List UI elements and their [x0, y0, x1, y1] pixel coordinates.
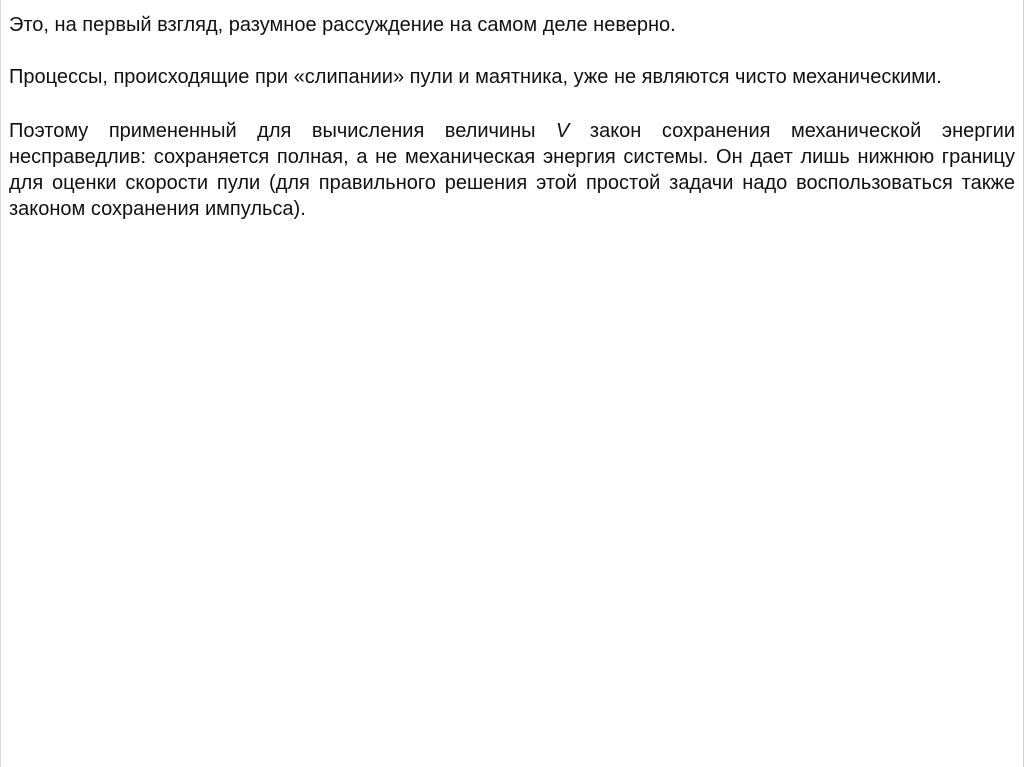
paragraph-processes: Процессы, происходящие при «слипании» пули и маятника, уже не являются чисто механическими. — [9, 66, 942, 88]
paragraph-statement: Это, на первый взгляд, разумное рассуждение на самом деле неверно. — [9, 14, 676, 36]
paragraph-explanation-end: закон сохранения механической энергии несправедлив: сохраняется полная, а не механическая энергия системы. Он дает лишь нижнюю границу для оценки скорости пули (для правильного решения этой простой задачи надо воспользоваться также законом сохранения импульса). — [9, 120, 1016, 220]
paragraph-explanation — [9, 118, 1015, 222]
paragraph-explanation-start: Поэтому примененный для вычисления величины — [9, 120, 557, 142]
slide-content — [9, 12, 1015, 222]
variable-v: V — [556, 120, 570, 142]
